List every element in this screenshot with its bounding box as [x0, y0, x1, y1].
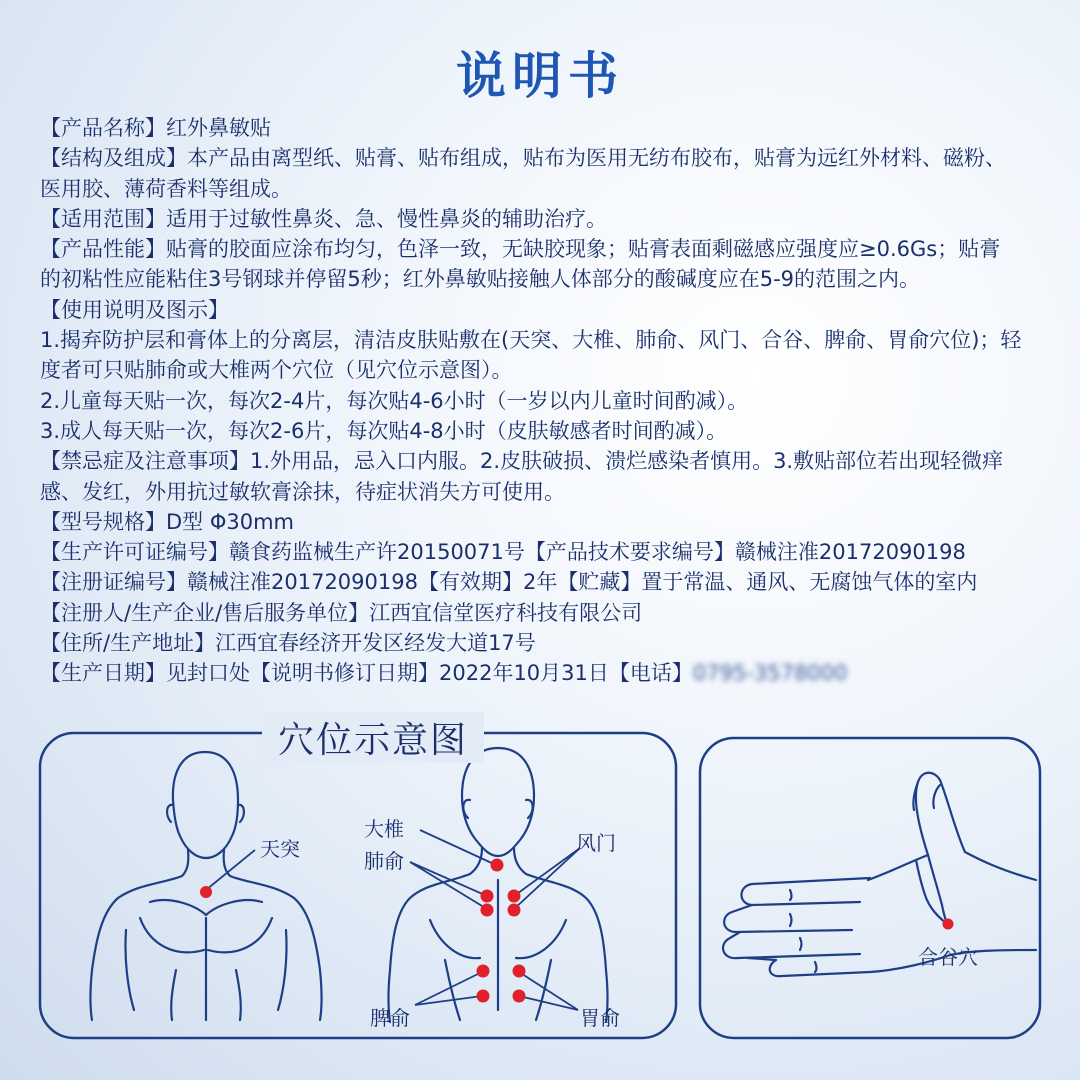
label-hegu: 合谷穴	[918, 945, 978, 969]
text-line: 的初粘性应能粘住3号钢球并停留5秒；红外鼻敏贴接触人体部分的酸碱度应在5-9的范围之内。	[40, 267, 921, 292]
acupoint-weishu-right	[513, 990, 526, 1003]
text-line: 【生产许可证编号】赣食药监械生产许20150071号【产品技术要求编号】赣械注准20172090198	[40, 540, 966, 565]
label-fengmen: 风门	[576, 831, 616, 855]
acupoint-fengmen-right	[508, 890, 521, 903]
text-line: 感、发红，外用抗过敏软膏涂抹，待症状消失方可使用。	[40, 479, 565, 504]
text-line: 医用胶、薄荷香料等组成。	[40, 176, 292, 201]
text-line: 【注册证编号】赣械注准20172090198【有效期】2年【贮藏】置于常温、通风、无腐蚀气体的室内	[40, 570, 978, 595]
hand-panel-frame	[700, 738, 1040, 1038]
acupoint-feishu-left	[481, 904, 494, 917]
text-line: 【产品名称】红外鼻敏贴	[40, 116, 271, 140]
label-weishu: 胃俞	[580, 1006, 620, 1030]
text-line: 【结构及组成】本产品由离型纸、贴膏、贴布组成，贴布为医用无纺布胶布，贴膏为远红外材料、磁粉、	[40, 146, 1006, 171]
acupoint-weishu-left	[477, 990, 490, 1003]
text-line: 1.揭弃防护层和膏体上的分离层，清洁皮肤贴敷在(天突、大椎、肺俞、风门、合谷、脾俞、胃俞穴位)；轻	[40, 328, 1022, 353]
acupoint-fengmen-left	[481, 890, 494, 903]
acupoint-pishu-left	[477, 965, 490, 978]
label-dazhui: 大椎	[364, 817, 404, 841]
label-feishu: 肺俞	[364, 849, 404, 873]
acupoint-pishu-right	[513, 965, 526, 978]
phone-number-blurred: 0795-3578000	[692, 661, 848, 686]
text-line: 【使用说明及图示】	[40, 297, 229, 322]
text-line: 3.成人每天贴一次，每次2-6片，每次贴4-8小时（皮肤敏感者时间酌减）。	[40, 418, 728, 443]
diagram-title: 穴位示意图	[262, 712, 484, 763]
acupoint-dazhui	[491, 859, 504, 872]
page-title: 说明书	[456, 47, 624, 105]
text-line: 【禁忌症及注意事项】1.外用品，忌入口内服。2.皮肤破损、溃烂感染者慎用。3.敷贴部位若出现轻微痒	[40, 449, 1004, 474]
text-line: 【注册人/生产企业/售后服务单位】江西宜信堂医疗科技有限公司	[40, 600, 643, 625]
acupoint-hegu	[943, 919, 954, 930]
back-torso-figure	[389, 748, 608, 1022]
text-line: 度者可只贴肺俞或大椎两个穴位（见穴位示意图）。	[40, 358, 513, 383]
label-pishu: 脾俞	[370, 1006, 410, 1030]
acupoint-tiantu	[200, 886, 212, 898]
hand-figure	[723, 773, 1036, 976]
text-line: 2.儿童每天贴一次，每次2-4片，每次贴4-6小时（一岁以内儿童时间酌减）。	[40, 388, 749, 413]
text-line: 【适用范围】适用于过敏性鼻炎、急、慢性鼻炎的辅助治疗。	[40, 206, 607, 231]
body-panel-frame	[40, 733, 676, 1038]
text-segment: 【生产日期】见封口处【说明书修订日期】2022年10月31日【电话】	[40, 661, 693, 686]
text-line: 【产品性能】贴膏的胶面应涂布均匀，色泽一致，无缺胶现象；贴膏表面剩磁感应强度应≥0.6Gs；贴膏	[40, 237, 1001, 262]
label-tiantu: 天突	[260, 837, 300, 861]
text-line: 【住所/生产地址】江西宜春经济开发区经发大道17号	[40, 631, 536, 656]
acupoint-feishu-right	[508, 904, 521, 917]
text-line: 【型号规格】D型 Φ30mm	[40, 509, 295, 534]
